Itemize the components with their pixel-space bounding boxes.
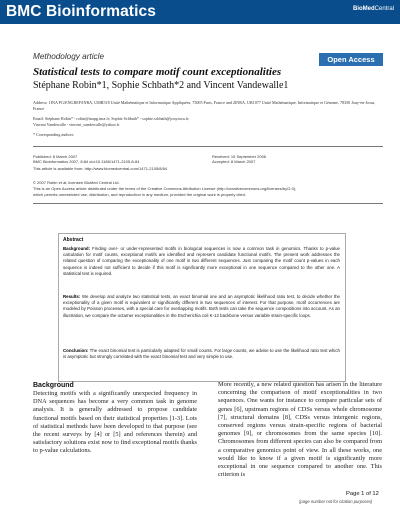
section-heading-background: Background <box>33 382 74 389</box>
email-line: Vincent Vandewalle - vincent_vandewalle@yahoo.fr <box>33 122 120 127</box>
publisher-logo <box>353 6 394 12</box>
license-line: This is an Open Access article distributed under the terms of the Creative Commons Attribution License (http://creativecommons.org/licenses/by/2.0), <box>33 186 297 191</box>
article-url[interactable]: This article is available from: http://www.biomedcentral.com/1471-2105/8/84 <box>33 166 168 171</box>
article-title: Statistical tests to compare motif count exceptionalities <box>33 66 282 78</box>
abstract-conclusion-text: The exact binomial test is particularly adapted for small counts. For large counts, we advise to use the likelihood ratio test which is asymptotic but strongly correlated with the exact binomial test and very simple to use. <box>63 348 340 360</box>
email-line: Email: Stéphane Robin* - robin@inapg.inra.fr; Sophie Schbath* - sophie.schbath@jouy.inra.fr; <box>33 116 190 121</box>
author-emails <box>33 116 383 128</box>
article-type: Methodology article <box>33 52 104 61</box>
abstract-box <box>58 233 346 382</box>
author-address: Address: 1INA PG/ENGREF/INRA, UMR518 Unité Mathématique et Informatique Appliquées, 75005 Paris, France and 2INRA, UR1077 Unité Mathématique, Informatique et Génome, 78350 Jouy-en-Josas, France <box>33 100 376 111</box>
body-column-right: More recently, a new related question has arisen in the literature concerning the comparison of motif exceptionalities in two sequences. One wants for instance to compare particular sets of genes [6], upstream regions of CDSs versus whole chromosome [7], structural domains [8], CDSs versus intergenic regions, conserved regions versus strain-specific regions of bacterial genomes [9], or chromosomes from the same species [10]. Chromosomes from different species can also be compared from a comparative genomics point of view. In all these works, one would like to know if a given motif is significantly more exceptional in one sequence compared to another one. This criterion is <box>218 381 382 479</box>
publisher-logo-line2: Central <box>374 6 394 12</box>
published-date: Published: 8 March 2007 <box>33 154 78 159</box>
citation: BMC Bioinformatics 2007, 8:84 doi:10.1186/1471-2105-8-84 <box>33 159 140 164</box>
divider <box>33 203 383 204</box>
abstract-background-text: Finding over- or under-represented motifs in biological sequences is now a common task in genomics. Thanks to p-value calculation for motif counts, exceptional motifs are identified and represent candidate functional motifs. The present work addresses the related question of comparing the exceptionality of one motif in two different sequences. Just comparing the motif count p-values in each sequence is indeed not sufficient to decide if this motif is significantly more exceptional in one sequence compared to the other one. A statistical test is required. <box>63 246 340 276</box>
abstract-conclusion <box>63 348 340 360</box>
abstract-background-label: Background: <box>63 246 91 251</box>
abstract-results-text: We develop and analyze two statistical tests, an exact binomial one and an asymptotic likelihood ratio test, to decide whether the exceptionality of a given motif is equivalent or significantly different in two sequences of interest. For that purpose, motif occurrences are modeled by Poisson processes, with a special care for overlapping motifs. Both tests can take the sequence compositions into account. As an illustration, we compare the octamer exceptionalities in the Escherichia coli K-12 backbone versus variable strain-specific loops. <box>63 294 340 318</box>
accepted-date: Accepted: 8 March 2007 <box>212 159 256 164</box>
open-access-badge: Open Access <box>319 53 383 66</box>
page-number: Page 1 of 12 <box>346 491 379 497</box>
body-column-left: Detecting motifs with a significantly unexpected frequency in DNA sequences has become a very common task in genome analysis. It is generally addressed to propose candidate functional motifs based on their statistical properties [1-3]. Lots of statistical methods have been developed to that purpose (see the recent surveys by [4] or [5] and references therein) and satisfactory solutions exist now to find exceptional motifs thanks to p-value calculations. <box>33 390 197 455</box>
abstract-heading: Abstract <box>63 237 84 243</box>
license-line: which permits unrestricted use, distribution, and reproduction in any medium, provided the original work is properly cited. <box>33 191 246 197</box>
publisher-logo-line1: BioMed <box>352 6 375 12</box>
author-list: Stéphane Robin*1, Sophie Schbath*2 and Vincent Vandewalle1 <box>33 80 289 91</box>
journal-title: BMC Bioinformatics <box>6 3 156 20</box>
abstract-background <box>63 246 340 277</box>
corresponding-note: * Corresponding authors <box>33 132 74 137</box>
received-date: Received: 15 September 2006 <box>212 154 267 159</box>
abstract-conclusion-label: Conclusion: <box>63 348 89 353</box>
abstract-results-label: Results: <box>63 294 81 299</box>
license-text <box>33 186 385 197</box>
abstract-results <box>63 294 340 319</box>
copyright: © 2007 Robin et al; licensee BioMed Central Ltd. <box>33 180 120 185</box>
page-note: (page number not for citation purposes) <box>299 499 373 504</box>
divider <box>33 146 383 147</box>
